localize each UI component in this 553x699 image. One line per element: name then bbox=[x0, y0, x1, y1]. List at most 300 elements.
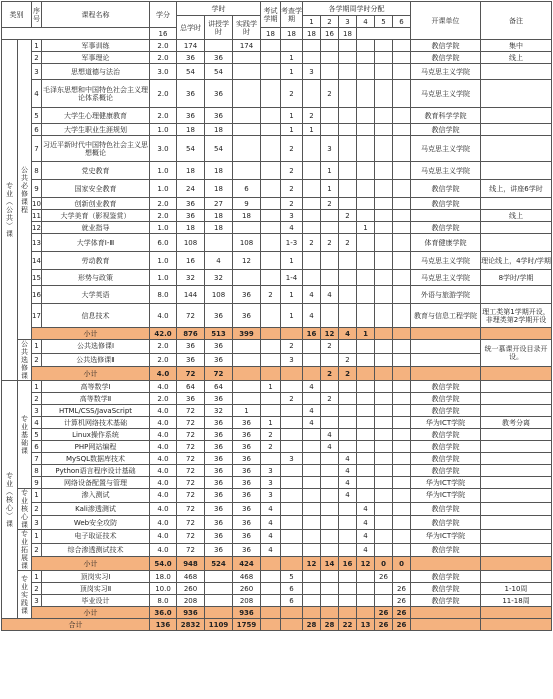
subtotal-row bbox=[2, 557, 552, 571]
term-hours-cell bbox=[303, 393, 321, 405]
course-row bbox=[2, 210, 552, 222]
term-hours-cell bbox=[321, 304, 339, 328]
note-cell bbox=[481, 543, 552, 557]
note-cell bbox=[481, 198, 552, 210]
term-hours-cell: 1 bbox=[357, 222, 375, 234]
elective-row bbox=[2, 340, 552, 354]
credit-header: 学分 bbox=[150, 2, 177, 28]
credit-cell: 2.0 bbox=[150, 210, 177, 222]
term-hours-cell bbox=[357, 340, 375, 354]
course-row bbox=[2, 441, 552, 453]
table-cell bbox=[233, 353, 261, 367]
lecture-hours-cell: 36 bbox=[205, 52, 233, 64]
course-row bbox=[2, 286, 552, 304]
seq-cell: 16 bbox=[32, 286, 42, 304]
table-cell: 4.0 bbox=[150, 367, 177, 381]
dept-cell: 教信学院 bbox=[411, 381, 481, 393]
table-cell bbox=[281, 557, 303, 571]
term-hours-cell bbox=[303, 367, 321, 381]
note-cell bbox=[481, 405, 552, 417]
term-hours-cell bbox=[393, 304, 411, 328]
seq-cell: 4 bbox=[32, 80, 42, 108]
term-hours-cell bbox=[339, 124, 357, 136]
term-hours-cell bbox=[321, 405, 339, 417]
credit-cell: 4.0 bbox=[150, 477, 177, 489]
credit-cell: 4.0 bbox=[150, 502, 177, 516]
term-hours-cell bbox=[393, 252, 411, 270]
credit-cell: 4.0 bbox=[150, 304, 177, 328]
hours-header: 学时 bbox=[177, 2, 261, 16]
credit-cell: 2.0 bbox=[150, 198, 177, 210]
term-hours-cell bbox=[375, 52, 393, 64]
term-hours-cell bbox=[375, 252, 393, 270]
term-hours-cell bbox=[357, 353, 375, 367]
total-hours-cell: 468 bbox=[177, 571, 205, 583]
note-cell bbox=[481, 530, 552, 544]
note-cell bbox=[481, 393, 552, 405]
lecture-hours-cell: 36 bbox=[205, 417, 233, 429]
term-hours-cell bbox=[375, 136, 393, 162]
term-hours-cell: 4 bbox=[357, 516, 375, 530]
term-hours-cell: 4 bbox=[303, 304, 321, 328]
term-hours-cell bbox=[375, 393, 393, 405]
term-hours-cell: 12 bbox=[357, 557, 375, 571]
seq-cell: 3 bbox=[32, 516, 42, 530]
dept-cell: 马克思主义学院 bbox=[411, 270, 481, 286]
practice-hours-cell: 36 bbox=[233, 543, 261, 557]
credit-cell: 1.0 bbox=[150, 124, 177, 136]
total-hours-cell: 72 bbox=[177, 429, 205, 441]
term-hours-cell bbox=[303, 571, 321, 583]
course-name-cell: Linux操作系统 bbox=[42, 429, 150, 441]
check-term-cell bbox=[281, 429, 303, 441]
total-hours-cell: 72 bbox=[177, 530, 205, 544]
exam-term-cell bbox=[261, 124, 281, 136]
exam-term-cell: 1 bbox=[261, 417, 281, 429]
header-spacer bbox=[2, 28, 150, 40]
practice-hours-cell: 260 bbox=[233, 583, 261, 595]
term-hours-cell: 2 bbox=[321, 393, 339, 405]
term-hours-cell bbox=[393, 270, 411, 286]
term-hours-cell bbox=[393, 180, 411, 198]
practice-hours-cell bbox=[233, 108, 261, 124]
course-row bbox=[2, 429, 552, 441]
course-row bbox=[2, 502, 552, 516]
term-hours-cell bbox=[375, 353, 393, 367]
table-cell bbox=[261, 328, 281, 340]
check-term-cell: 4 bbox=[281, 222, 303, 234]
course-name-cell: HTML/CSS/JavaScript bbox=[42, 405, 150, 417]
table-cell bbox=[281, 607, 303, 619]
term-hours-cell bbox=[303, 607, 321, 619]
term-hours-cell: 4 bbox=[357, 502, 375, 516]
category-header: 类别 bbox=[2, 2, 32, 28]
term-hours-cell bbox=[393, 543, 411, 557]
dept-cell: 教信学院 bbox=[411, 222, 481, 234]
weeks-header: 18 bbox=[303, 28, 321, 40]
course-name-cell: 国家安全教育 bbox=[42, 180, 150, 198]
check-term-cell: 2 bbox=[281, 80, 303, 108]
note-cell bbox=[481, 477, 552, 489]
term-hours-cell bbox=[375, 270, 393, 286]
seq-cell: 4 bbox=[32, 417, 42, 429]
weeks-header: 18 bbox=[281, 28, 303, 40]
table-cell bbox=[261, 607, 281, 619]
check-term-cell: 1-4 bbox=[281, 270, 303, 286]
subtotal-row bbox=[2, 328, 552, 340]
seq-cell: 6 bbox=[32, 124, 42, 136]
term-hours-cell bbox=[339, 393, 357, 405]
seq-cell: 3 bbox=[32, 64, 42, 80]
term-hours-cell bbox=[375, 516, 393, 530]
practice-hours-cell: 36 bbox=[233, 441, 261, 453]
term-hours-cell bbox=[375, 583, 393, 595]
exam-term-cell bbox=[261, 252, 281, 270]
table-cell bbox=[411, 328, 481, 340]
lecture-hours-cell bbox=[205, 234, 233, 252]
term-hours-cell bbox=[393, 516, 411, 530]
lecture-hours-cell bbox=[205, 583, 233, 595]
note-cell bbox=[481, 441, 552, 453]
term-hours-cell bbox=[339, 64, 357, 80]
table-cell bbox=[261, 367, 281, 381]
term-hours-cell: 28 bbox=[321, 619, 339, 631]
dept-cell: 体育健康学院 bbox=[411, 234, 481, 252]
term-hours-cell bbox=[339, 571, 357, 583]
term-hours-cell bbox=[393, 108, 411, 124]
note-cell bbox=[481, 108, 552, 124]
term-hours-cell bbox=[393, 393, 411, 405]
table-cell: 424 bbox=[233, 557, 261, 571]
lecture-hours-cell: 18 bbox=[205, 210, 233, 222]
term-hours-cell bbox=[375, 108, 393, 124]
seq-cell: 17 bbox=[32, 304, 42, 328]
seq-cell: 1 bbox=[32, 530, 42, 544]
course-row bbox=[2, 465, 552, 477]
term-hours-cell: 4 bbox=[339, 465, 357, 477]
dept-cell: 马克思主义学院 bbox=[411, 252, 481, 270]
term-hours-cell bbox=[339, 252, 357, 270]
term-hours-cell: 4 bbox=[339, 453, 357, 465]
term-hours-cell: 4 bbox=[339, 328, 357, 340]
term-hours-cell bbox=[393, 453, 411, 465]
term-hours-cell bbox=[321, 52, 339, 64]
term-hours-cell bbox=[357, 52, 375, 64]
total-hours-cell: 54 bbox=[177, 64, 205, 80]
check-term-cell: 6 bbox=[281, 595, 303, 607]
total-hours-cell: 72 bbox=[177, 489, 205, 503]
lecture-hours-cell: 18 bbox=[205, 162, 233, 180]
exam-term-cell bbox=[261, 108, 281, 124]
exam-term-cell: 4 bbox=[261, 516, 281, 530]
table-cell bbox=[233, 340, 261, 354]
practice-hours-cell: 36 bbox=[233, 516, 261, 530]
course-row bbox=[2, 252, 552, 270]
term-hours-cell bbox=[357, 198, 375, 210]
table-cell: 2.0 bbox=[150, 340, 177, 354]
group-label-public-elective: 公共选修课 bbox=[18, 340, 32, 381]
credit-cell: 1.0 bbox=[150, 270, 177, 286]
credit-cell: 4.0 bbox=[150, 429, 177, 441]
exam-term-cell bbox=[261, 234, 281, 252]
table-cell bbox=[233, 367, 261, 381]
term-hours-cell bbox=[375, 328, 393, 340]
term-hours-cell bbox=[321, 108, 339, 124]
lecture-hours-cell: 36 bbox=[205, 502, 233, 516]
table-cell bbox=[281, 619, 303, 631]
course-row bbox=[2, 489, 552, 503]
check-header: 考查学期 bbox=[281, 2, 303, 28]
total-hours-cell: 32 bbox=[177, 270, 205, 286]
term-hours-cell bbox=[393, 429, 411, 441]
term-header: 4 bbox=[357, 16, 375, 28]
term-hours-cell bbox=[303, 353, 321, 367]
exam-term-cell bbox=[261, 571, 281, 583]
term-hours-cell bbox=[393, 80, 411, 108]
term-hours-cell bbox=[339, 270, 357, 286]
table-cell bbox=[261, 557, 281, 571]
term-hours-cell bbox=[321, 381, 339, 393]
term-hours-cell bbox=[339, 381, 357, 393]
credit-cell: 4.0 bbox=[150, 465, 177, 477]
table-cell bbox=[481, 367, 552, 381]
course-row bbox=[2, 583, 552, 595]
course-row bbox=[2, 477, 552, 489]
term-hours-cell: 4 bbox=[321, 441, 339, 453]
credit-cell: 2.0 bbox=[150, 80, 177, 108]
course-row bbox=[2, 108, 552, 124]
course-name-cell: PHP网站编程 bbox=[42, 441, 150, 453]
weeks-header: 16 bbox=[321, 28, 339, 40]
term-hours-cell bbox=[393, 353, 411, 367]
seq-cell: 12 bbox=[32, 223, 41, 232]
lecture-hours-cell: 4 bbox=[205, 252, 233, 270]
term-hours-cell bbox=[393, 124, 411, 136]
total-hours-cell: 72 bbox=[177, 453, 205, 465]
term-hours-cell: 26 bbox=[375, 571, 393, 583]
table-cell: 524 bbox=[205, 557, 233, 571]
course-row bbox=[2, 405, 552, 417]
term-hours-cell bbox=[339, 40, 357, 52]
term-hours-cell bbox=[321, 502, 339, 516]
lecture-hours-cell: 18 bbox=[205, 180, 233, 198]
credit-cell: 1.0 bbox=[150, 162, 177, 180]
exam-term-cell: 2 bbox=[261, 429, 281, 441]
course-name-cell: 信息技术 bbox=[42, 304, 150, 328]
exam-header: 考试学期 bbox=[261, 2, 281, 28]
elective-row bbox=[2, 353, 552, 367]
credit-cell: 10.0 bbox=[150, 583, 177, 595]
table-cell bbox=[481, 619, 552, 631]
lecture-hours-cell: 36 bbox=[205, 441, 233, 453]
seq-cell: 2 bbox=[32, 583, 42, 595]
dept-cell bbox=[411, 210, 481, 222]
table-cell bbox=[481, 328, 552, 340]
credit-cell: 4.0 bbox=[150, 530, 177, 544]
check-term-cell: 2 bbox=[281, 180, 303, 198]
course-row bbox=[2, 64, 552, 80]
term-hours-cell bbox=[339, 80, 357, 108]
term-hours-cell: 2 bbox=[321, 198, 339, 210]
table-cell: 1109 bbox=[205, 619, 233, 631]
note-cell: 教考分离 bbox=[481, 417, 552, 429]
check-term-cell: 1 bbox=[281, 64, 303, 80]
term-hours-cell bbox=[321, 595, 339, 607]
credit-cell: 1.0 bbox=[150, 252, 177, 270]
term-hours-cell: 4 bbox=[303, 405, 321, 417]
term-hours-cell: 2 bbox=[339, 234, 357, 252]
term-hours-cell: 4 bbox=[303, 286, 321, 304]
subtotal-label: 小计 bbox=[32, 367, 150, 381]
total-hours-cell: 18 bbox=[177, 124, 205, 136]
group-label-ext: 专业拓展课 bbox=[18, 530, 32, 571]
term-hours-cell bbox=[375, 417, 393, 429]
term-hours-cell: 28 bbox=[303, 619, 321, 631]
course-name-cell: 劳动教育 bbox=[42, 252, 150, 270]
seq-cell: 8 bbox=[32, 465, 42, 477]
seq-header: 序号 bbox=[32, 2, 42, 28]
term-hours-cell bbox=[357, 477, 375, 489]
term-hours-cell bbox=[393, 405, 411, 417]
note-cell: 8学时/学期 bbox=[481, 270, 552, 286]
term-hours-cell: 4 bbox=[303, 381, 321, 393]
term-hours-cell bbox=[357, 571, 375, 583]
table-cell: 36 bbox=[205, 340, 233, 354]
dept-cell: 外语与旅游学院 bbox=[411, 286, 481, 304]
term-hours-cell bbox=[357, 417, 375, 429]
course-name-cell: 电子取证技术 bbox=[42, 530, 150, 544]
total-hours-cell: 36 bbox=[177, 108, 205, 124]
exam-term-cell bbox=[261, 52, 281, 64]
term-hours-cell bbox=[375, 367, 393, 381]
check-term-cell bbox=[281, 441, 303, 453]
practice-hours-cell: 36 bbox=[233, 530, 261, 544]
term-hours-cell: 26 bbox=[393, 595, 411, 607]
credit-cell: 2.0 bbox=[150, 52, 177, 64]
practice-hours-cell: 36 bbox=[233, 465, 261, 477]
lecture-hours-cell: 54 bbox=[205, 64, 233, 80]
table-cell bbox=[481, 607, 552, 619]
total-hours-cell: 16 bbox=[177, 252, 205, 270]
course-name-cell: 习近平新时代中国特色社会主义思想概论 bbox=[42, 136, 150, 162]
dept-cell: 华为ICT学院 bbox=[411, 530, 481, 544]
table-cell: 1759 bbox=[233, 619, 261, 631]
table-cell: 1 bbox=[32, 340, 42, 354]
seq-cell: 10 bbox=[32, 199, 41, 208]
term-hours-cell bbox=[321, 543, 339, 557]
term-hours-cell bbox=[375, 304, 393, 328]
seq-cell: 5 bbox=[32, 108, 42, 124]
credit-cell: 8.0 bbox=[150, 595, 177, 607]
term-hours-cell bbox=[303, 162, 321, 180]
term-header: 5 bbox=[375, 16, 393, 28]
course-name-cell: 思想道德与法治 bbox=[42, 64, 150, 80]
term-hours-cell: 4 bbox=[339, 477, 357, 489]
term-hours-cell bbox=[357, 124, 375, 136]
course-row bbox=[2, 40, 552, 52]
term-hours-cell bbox=[393, 234, 411, 252]
total-hours-cell: 174 bbox=[177, 40, 205, 52]
exam-term-cell bbox=[261, 64, 281, 80]
exam-term-cell: 2 bbox=[261, 286, 281, 304]
term-hours-cell bbox=[321, 607, 339, 619]
term-hours-cell: 0 bbox=[375, 557, 393, 571]
term-hours-cell bbox=[321, 477, 339, 489]
term-hours-cell bbox=[393, 477, 411, 489]
term-hours-cell bbox=[357, 405, 375, 417]
seq-cell: 3 bbox=[32, 595, 42, 607]
practice-hours-cell bbox=[233, 80, 261, 108]
term-hours-cell: 26 bbox=[393, 619, 411, 631]
credit-cell: 4.0 bbox=[150, 405, 177, 417]
seq-cell: 7 bbox=[32, 136, 42, 162]
term-hours-cell bbox=[357, 136, 375, 162]
course-name-cell: 军事训练 bbox=[42, 40, 150, 52]
term-hours-cell bbox=[339, 543, 357, 557]
total-hours-cell: 72 bbox=[177, 304, 205, 328]
term-hours-cell: 26 bbox=[375, 619, 393, 631]
course-row bbox=[2, 222, 552, 234]
course-row bbox=[2, 571, 552, 583]
course-name-cell: 计算机网络技术基础 bbox=[42, 417, 150, 429]
term-hours-cell bbox=[303, 516, 321, 530]
group-label-major: 专业（核心）课 bbox=[2, 381, 18, 619]
practice-hours-cell: 36 bbox=[233, 304, 261, 328]
term-hours-cell bbox=[339, 607, 357, 619]
practice-hours-cell: 12 bbox=[233, 252, 261, 270]
note-cell bbox=[481, 502, 552, 516]
lecture-header: 讲授学时 bbox=[205, 16, 233, 40]
term-hours-cell bbox=[357, 210, 375, 222]
course-row bbox=[2, 453, 552, 465]
term-hours-cell bbox=[375, 543, 393, 557]
note-cell bbox=[481, 136, 552, 162]
exam-term-cell: 2 bbox=[261, 441, 281, 453]
table-cell: 36 bbox=[205, 353, 233, 367]
dept-cell: 教信学院 bbox=[411, 516, 481, 530]
term-hours-cell bbox=[321, 516, 339, 530]
check-term-cell bbox=[281, 465, 303, 477]
exam-term-cell bbox=[261, 210, 281, 222]
table-cell bbox=[481, 557, 552, 571]
term-hours-cell bbox=[303, 340, 321, 354]
seq-cell: 13 bbox=[32, 234, 42, 252]
term-hours-cell bbox=[375, 198, 393, 210]
subtotal-row bbox=[2, 607, 552, 619]
total-header: 总学时 bbox=[177, 16, 205, 40]
term-hours-cell bbox=[303, 583, 321, 595]
lecture-hours-cell bbox=[205, 571, 233, 583]
total-hours-cell: 72 bbox=[177, 543, 205, 557]
lecture-hours-cell: 36 bbox=[205, 80, 233, 108]
term-hours-cell bbox=[375, 124, 393, 136]
subtotal-label: 小计 bbox=[32, 328, 150, 340]
group-label-major-public: 专业（公共）课 bbox=[2, 40, 18, 381]
total-hours-cell: 72 bbox=[177, 502, 205, 516]
term-hours-cell bbox=[303, 477, 321, 489]
term-hours-cell bbox=[339, 304, 357, 328]
total-hours-cell: 72 bbox=[177, 516, 205, 530]
term-hours-cell bbox=[303, 80, 321, 108]
note-cell: 集中 bbox=[481, 40, 552, 52]
table-cell: 3 bbox=[281, 353, 303, 367]
note-cell bbox=[481, 516, 552, 530]
total-hours-cell: 72 bbox=[177, 477, 205, 489]
dept-cell: 教信学院 bbox=[411, 502, 481, 516]
term-hours-cell bbox=[321, 252, 339, 270]
check-term-cell bbox=[281, 543, 303, 557]
lecture-hours-cell: 36 bbox=[205, 453, 233, 465]
